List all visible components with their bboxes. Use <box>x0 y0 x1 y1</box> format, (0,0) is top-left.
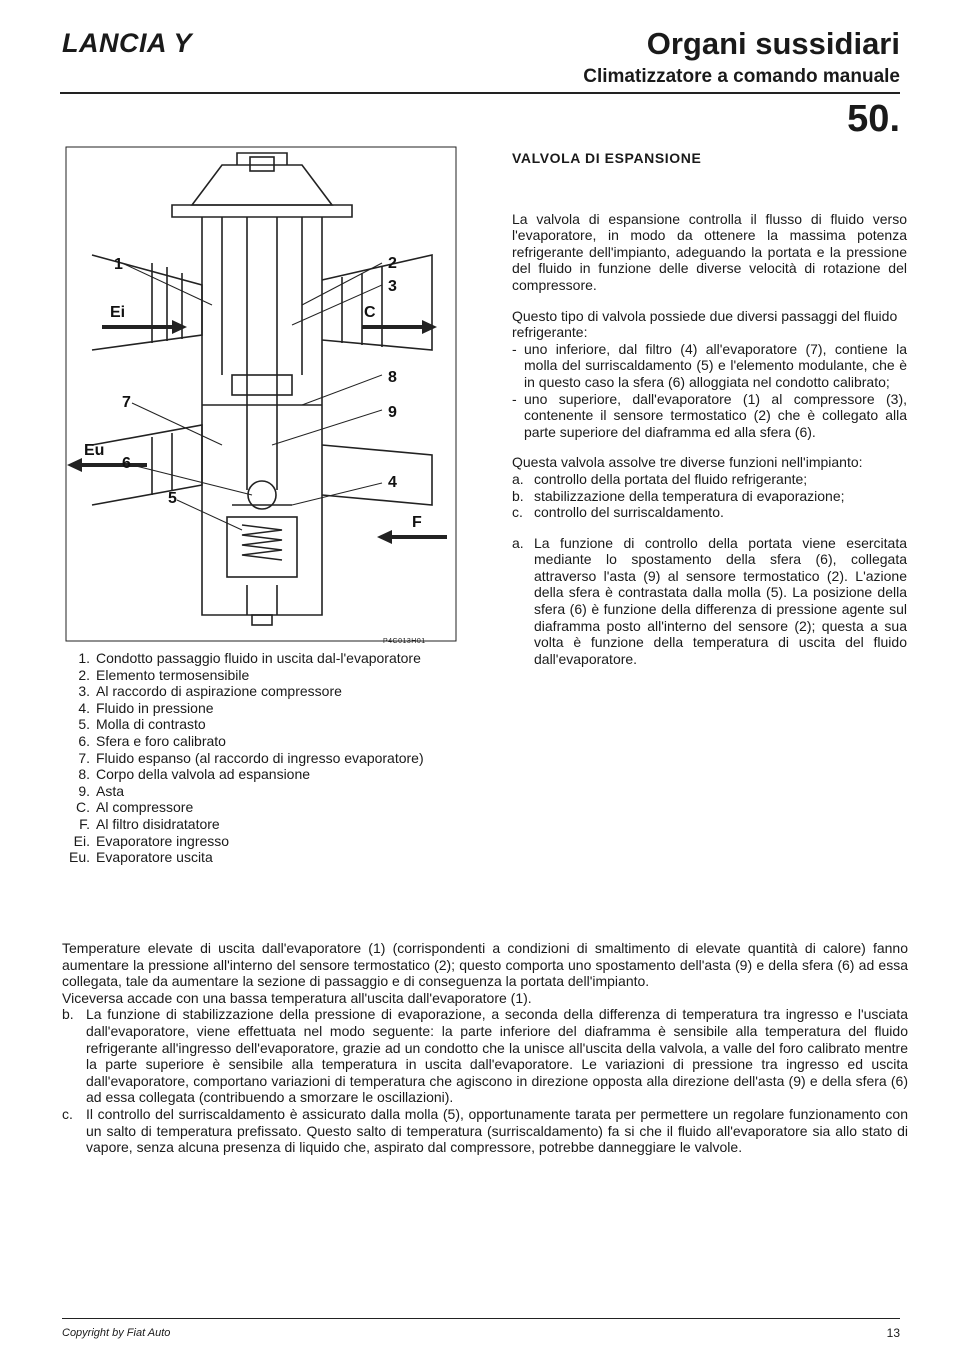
legend-item: C. Al compressore <box>76 799 194 816</box>
page-subtitle: Climatizzatore a comando manuale <box>583 66 900 87</box>
intro-paragraph: La valvola di espansione controlla il flusso di fluido verso l'evaporatore, in modo da ottenere la massima potenza refrigerante dell'impianto, adeguando la portata e la pressione del fluido in funzione delle diverse velocità di rotazione del compressore. <box>512 210 907 293</box>
list-item: c. controllo del surriscaldamento. <box>512 504 724 521</box>
figure-code: P4C013H01 <box>383 638 426 645</box>
header-rule <box>60 92 900 94</box>
list-item: - uno superiore, dall'evaporatore (1) al compressore (3), contenente il sensore termostatico (2) che è collegato alla parte superiore del diaframma ed alla sfera (6). <box>512 390 907 440</box>
function-b-paragraph: b. La funzione di stabilizzazione della pressione di evaporazione, a seconda della differenza di temperatura tra ingresso e l'usciata dall'evaporatore, viene effettuata nel modo seguente: la parte inferiore del diaframma è sensibile alla temperatura del fluido refrigerante all'ingresso dell'evaporatore, grazie ad un condotto che la unisce all'uscita della valvola, a valle del foro calibrato mentre la parte superiore è sensibile alla temperatura in uscita dall'evaporatore. Le variazioni di pressione tra ingresso ed uscita dall'evaporatore, comportano variazioni di temperatura che agiscono in direzione opposta alla direzione dell'asta (9) e della sfera (6) ad essa collegata (contribuendo a smorzare le oscillazioni). <box>62 1006 908 1106</box>
bottom-text <box>62 940 908 1156</box>
functions-intro: Questa valvola assolve tre diverse funzioni nell'impianto: <box>512 454 863 471</box>
section-number: 50. <box>847 98 900 140</box>
legend-item: 7. Fluido espanso (al raccordo di ingresso evaporatore) <box>78 749 424 766</box>
legend-item: 3. Al raccordo di aspirazione compressore <box>78 683 342 700</box>
page-title: Organi sussidiari <box>646 26 900 61</box>
callout-c: C <box>364 304 376 321</box>
list-item: b. stabilizzazione della temperatura di evaporazione; <box>512 487 845 504</box>
legend-item: 2. Elemento termosensibile <box>78 666 250 683</box>
legend-item: Eu. Evaporatore uscita <box>68 849 213 866</box>
list-item: - uno inferiore, dal filtro (4) all'evaporatore (7), contiene la molla del surriscaldamento (5) e l'elemento modulante, che è in questo caso la sfera (6) alloggiata nel condotto calibrato; <box>512 340 907 390</box>
legend-item: Ei. Evaporatore ingresso <box>73 832 230 849</box>
callout-ei: Ei <box>110 304 126 321</box>
legend-item: F. Al filtro disidratatore <box>79 815 220 832</box>
callout-eu: Eu <box>84 442 105 459</box>
callout-5: 5 <box>168 490 177 507</box>
callout-9: 9 <box>388 404 397 421</box>
legend-item: 5. Molla di contrasto <box>78 716 206 733</box>
expansion-valve-diagram <box>62 145 460 645</box>
brand-title: LANCIA Y <box>62 28 193 58</box>
copyright: Copyright by Fiat Auto <box>62 1327 171 1339</box>
section-heading: VALVOLA DI ESPANSIONE <box>512 150 702 166</box>
list-item: a. controllo della portata del fluido refrigerante; <box>512 470 808 487</box>
callout-3: 3 <box>388 278 397 295</box>
page-number: 13 <box>886 1326 900 1340</box>
callout-1: 1 <box>114 256 123 273</box>
right-column <box>512 150 907 667</box>
callout-8: 8 <box>388 369 397 386</box>
footer-rule <box>62 1318 900 1319</box>
function-c-paragraph: c. Il controllo del surriscaldamento è assicurato dalla molla (5), opportunamente tarata per permettere un regolare funzionamento con un salto di temperatura prefissato. Questo salto di temperatura (surriscaldamento) fa si che il fluido all'evaporatore sia allo stato di vapore, senza alcuna presenza di liquido che, aspirato dal compressore, potrebbe danneggiare le valvole. <box>62 1105 908 1156</box>
callout-2: 2 <box>388 255 397 272</box>
legend-item: 6. Sfera e foro calibrato <box>78 732 226 749</box>
legend-item: 9. Asta <box>78 782 125 799</box>
callout-7: 7 <box>122 394 131 411</box>
function-a-continuation: Temperature elevate di uscita dall'evaporatore (1) (corrispondenti a condizioni di smaltimento di elevate quantità di calore) fanno aumentare la pressione all'interno del sensore termostatico (2); questo comporta uno spostamento dell'asta (9) e della sfera (6) ad essa collegata, tale da aumentare la sezione di passaggio e di conseguenza la portata dell'impianto. <box>62 940 908 990</box>
function-a-paragraph: a. La funzione di controllo della portata viene esercitata mediante lo spostamento della sfera (6), collegata attraverso l'asta (9) al sensore termostatico (2). L'azione della sfera è contrastata dalla molla (5). La posizione della sfera (6) è funzione della differenza di pressione agente sul diaframma posto all'interno del sensore (2); questa a sua volta è funzione della temperatura di uscita del fluido dall'evaporatore. <box>512 534 907 667</box>
legend-item: 4. Fluido in pressione <box>78 699 214 716</box>
legend-item: 1. Condotto passaggio fluido in uscita dal-l'evaporatore <box>78 650 421 666</box>
passages-intro: Questo tipo di valvola possiede due diversi passaggi del fluido refrigerante: <box>512 307 898 341</box>
figure-legend <box>62 650 462 866</box>
callout-6: 6 <box>122 455 131 472</box>
function-a-continuation-2: Viceversa accade con una bassa temperatura all'uscita dall'evaporatore (1). <box>62 989 532 1006</box>
callout-4: 4 <box>388 474 397 491</box>
callout-f: F <box>412 514 422 531</box>
legend-item: 8. Corpo della valvola ad espansione <box>78 766 311 783</box>
